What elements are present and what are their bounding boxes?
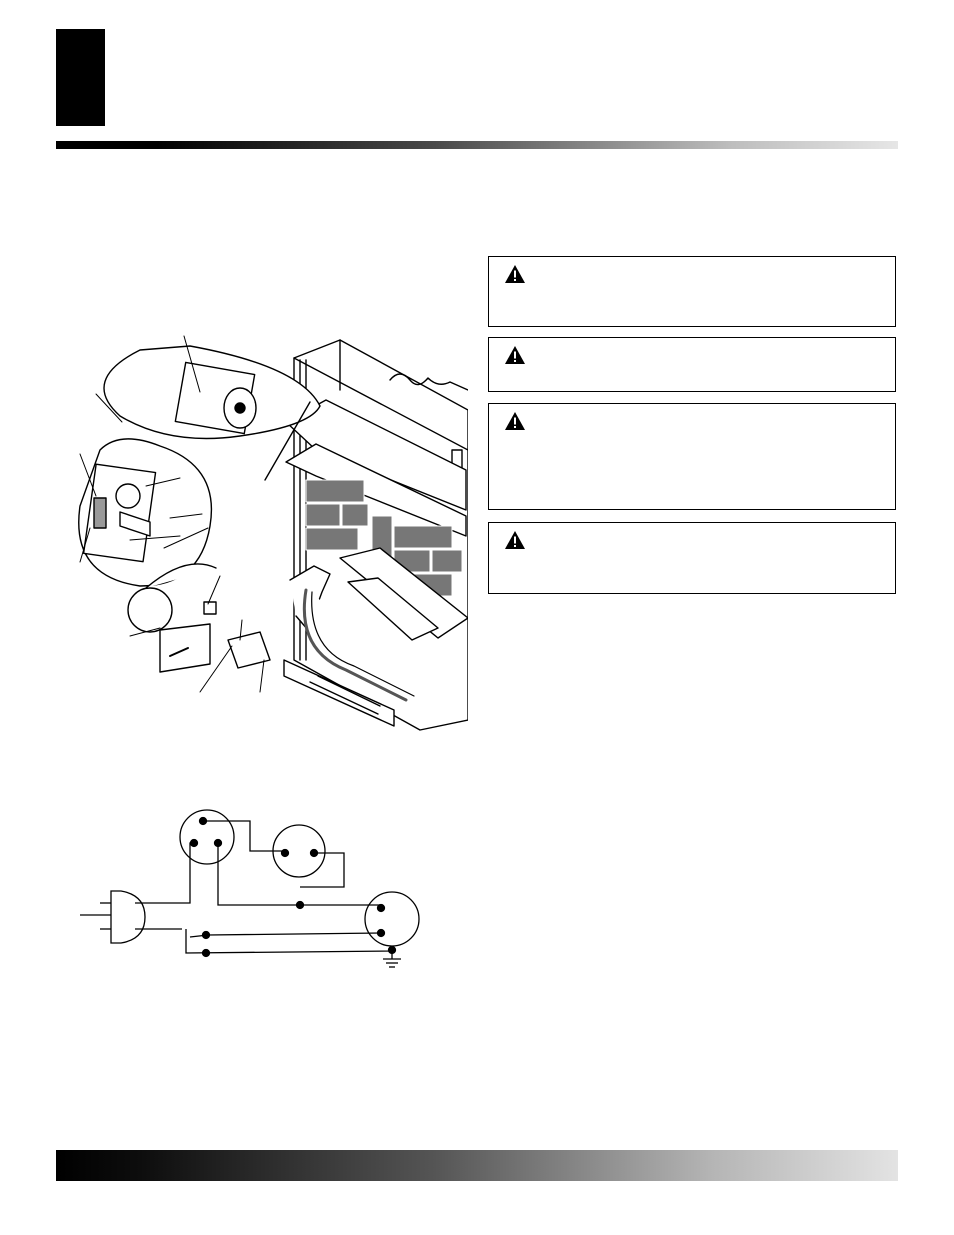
wiring-lines	[135, 821, 396, 957]
wiring-plug	[80, 891, 145, 943]
wiring-diagram	[78, 803, 428, 975]
warning-triangle-icon	[504, 530, 526, 550]
warning-box-1	[488, 256, 896, 327]
header-rule	[56, 141, 898, 149]
warning-triangle-icon	[504, 411, 526, 431]
footer-rule	[56, 1150, 898, 1181]
wiring-component-switch	[180, 810, 234, 864]
installation-illustration	[60, 330, 468, 740]
warning-box-3	[488, 403, 896, 510]
ground-symbol-icon	[383, 953, 401, 967]
wiring-component-blower-motor	[365, 892, 419, 946]
warning-triangle-icon	[504, 264, 526, 284]
section-tab-block	[56, 29, 105, 126]
warning-box-2	[488, 337, 896, 392]
warning-triangle-icon	[504, 345, 526, 365]
warning-box-4	[488, 522, 896, 594]
